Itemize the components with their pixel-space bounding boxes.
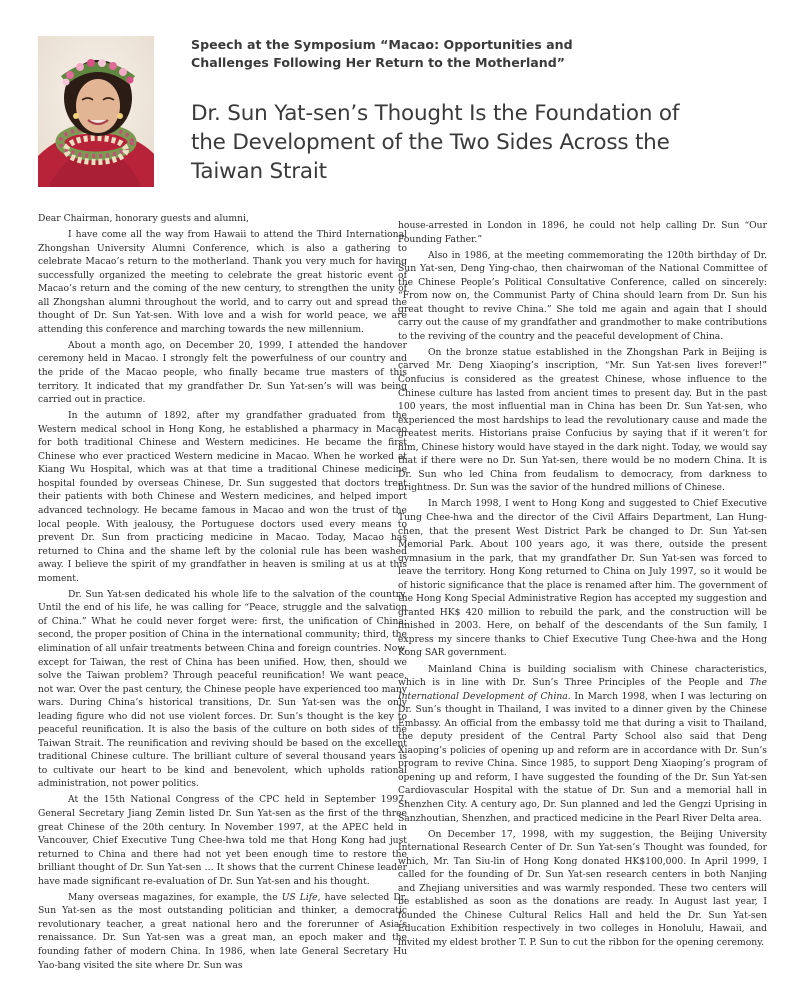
title-line-2: the Development of the Two Sides Across the (191, 130, 670, 155)
left-text-column (38, 212, 407, 975)
salutation: Dear Chairman, honorary guests and alumni, (38, 213, 249, 224)
paragraph (38, 891, 407, 972)
magazine-title: US Life (281, 891, 318, 903)
paragraph: About a month ago, on December 20, 1999, I attended the handover ceremony held in Macao. I strongly felt the powerfulness of our country and the pride of the Macao people, who finally became true masters of this territory. It indicated that my grandfather Dr. Sun Yat-sen’s will was being carried out in practice. (38, 339, 407, 406)
kicker-line-2: Challenges Following Her Return to the Motherland” (191, 54, 566, 70)
title-line-1: Dr. Sun Yat-sen’s Thought Is the Foundation of (191, 101, 680, 126)
right-text-column (398, 219, 767, 952)
portrait-illustration (38, 36, 154, 187)
text-run: , have selected Dr. Sun Yat-sen as the most outstanding politician and thinker, a democratic revolutionary teacher, a great national hero and the forerunner of Asia’s renaissance. Dr. Sun Yat-sen was a great man, an epoch maker and the founding father of modern China. In 1986, when late General Secretary Hu Yao-bang visited the site where Dr. Sun was (38, 891, 407, 971)
speech-occasion-heading (191, 36, 611, 71)
article-title (191, 99, 771, 186)
speaker-portrait (38, 36, 154, 187)
paragraph: Dr. Sun Yat-sen dedicated his whole life to the salvation of the country. Until the end of his life, he was calling for “Peace, struggle and the salvation of China.” What he could never forget were: first, the unification of China; second, the proper position of China in the international community; third, the elimination of all unfair treatments between China and foreign countries. Now, except for Taiwan, the rest of China has been unified. How, then, should we solve the Taiwan problem? Through peaceful reunification! We want peace, not war. Over the past century, the Chinese people have experienced too many wars. During China’s historical transitions, Dr. Sun Yat-sen was the only leading figure who did not use violent forces. Dr. Sun’s thought is the key to peaceful reunification. It is also the basis of the culture on both sides of the Taiwan Strait. The reunification and reviving should be based on the excellent traditional Chinese culture. The brilliant culture of several thousand years is to cultivate our heart to be kind and benevolent, which upholds rational administration, not power politics. (38, 588, 407, 790)
text-run: Mainland China is building socialism with Chinese characteristics, which is in line with Dr. Sun’s Three Principles of the People and (398, 663, 767, 689)
paragraph: At the 15th National Congress of the CPC held in September 1997, General Secretary Jiang Zemin listed Dr. Sun Yat-sen as the first of the three great Chinese of the 20th century. In November 1997, at the APEC held in Vancouver, Chief Executive Tung Chee-hwa told me that Hong Kong had just returned to China and there had not yet been enough time to restore the brilliant thought of Dr. Sun Yat-sen … It shows that the current Chinese leader have made significant re-evaluation of Dr. Sun Yat-sen and his thought. (38, 794, 407, 887)
text-run: . In March 1998, when I was lecturing on Dr. Sun’s thought in Thailand, I was invited to a dinner given by the Chinese Embassy. An official from the embassy told me that during a visit to Thailand, the deputy president of the Central Party School also said that Deng Xiaoping’s policies of opening up and reform are in accordance with Dr. Sun’s program to revive China. Since 1985, to support Deng Xiaoping’s program of opening up and reform, I have suggested the founding of the Dr. Sun Yat-sen Cardiovascular Hospital with the statue of Dr. Sun and a memorial hall in Shenzhen City. A century ago, Dr. Sun planned and led the Gengzi Uprising in Sanzhoutian, Shenzhen, and practiced medicine in the Pearl River Delta area. (398, 690, 767, 824)
paragraph: In the autumn of 1892, after my grandfather graduated from the Western medical school in Hong Kong, he established a pharmacy in Macao for both traditional Chinese and Western medicines. He became the first Chinese who ever practiced Western medicine in Macao. When he worked at Kiang Wu Hospital, which was at that time a traditional Chinese medicine hospital founded by overseas Chinese, Dr. Sun suggested that doctors treat their patients with both Chinese and Western medicines, and helped import advanced technology. He became famous in Macao and won the trust of the local people. With jealousy, the Portuguese doctors used every means to prevent Dr. Sun from practicing medicine in Macao. Today, Macao has returned to China and the shame left by the colonial rule has been washed away. I believe the spirit of my grandfather in heaven is smiling at us at this moment. (38, 410, 407, 584)
text-run: Many overseas magazines, for example, the (68, 891, 282, 903)
paragraph: On December 17, 1998, with my suggestion, the Beijing University International Research Center of Dr. Sun Yat-sen’s Thought was founded, for which, Mr. Tan Siu-lin of Hong Kong donated HK$100,000. In April 1999, I called for the founding of Dr. Sun Yat-sen research centers in both Nanjing and Zhejiang universities and was warmly responded. These two centers will be established as soon as the donations are ready. In August last year, I founded the Chinese Cultural Relics Hall and held the Dr. Sun Yat-sen Education Exhibition respectively in two colleges in Honolulu, Hawaii, and invited my eldest brother T. P. Sun to cut the ribbon for the opening ceremony. (398, 828, 767, 948)
title-line-3: Taiwan Strait (191, 159, 327, 184)
book-title: The International Development of China (398, 677, 767, 702)
paragraph-continuation: house-arrested in London in 1896, he could not help calling Dr. Sun “Our Founding Father.” (398, 220, 767, 245)
paragraph: I have come all the way from Hawaii to attend the Third International Zhongshan University Alumni Conference, which is also a gathering to celebrate Macao’s return to the motherland. Thank you very much for having successfully organized the meeting to celebrate the great historic event of Macao’s return and the coming of the new century, to strengthen the unity of all Zhongshan alumni throughout the world, and to carry out and spread the thought of Dr. Sun Yat-sen. With love and a wish for world peace, we are attending this conference and marching towards the new millennium. (38, 229, 407, 335)
paragraph: In March 1998, I went to Hong Kong and suggested to Chief Executive Tung Chee-hwa and the director of the Civil Affairs Department, Lan Hung-chen, that the present West District Park be changed to Dr. Sun Yat-sen Memorial Park. About 100 years ago, it was there, outside the present gymnasium in the park, that my grandfather Dr. Sun Yat-sen was forced to leave the territory. Hong Kong returned to China on July 1997, so it would be of historic significance that the place is renamed after him. The government of the Hong Kong Special Administrative Region has accepted my suggestion and granted HK$ 420 million to rebuild the park, and the construction will be finished in 2003. Here, on behalf of the descendants of the Sun family, I express my sincere thanks to Chief Executive Tung Chee-hwa and the Hong Kong SAR government. (398, 498, 767, 659)
paragraph (398, 663, 767, 826)
paragraph: Also in 1986, at the meeting commemorating the 120th birthday of Dr. Sun Yat-sen, Deng Ying-chao, then chairwoman of the National Committee of the Chinese People’s Political Consultative Conference, called on sincerely: “From now on, the Communist Party of China should learn from Dr. Sun his great thought to revive China.” She told me again and again that I should carry out the cause of my grandfather and grandmother to make contributions to the reviving of the country and the peaceful development of China. (398, 249, 767, 342)
kicker-line-1: Speech at the Symposium “Macao: Opportunities and (191, 37, 573, 52)
paragraph: On the bronze statue established in the Zhongshan Park in Beijing is carved Mr. Deng Xiaoping’s inscription, “Mr. Sun Yat-sen lives forever!” Confucius is considered as the greatest Chinese, whose influence to the Chinese culture has lasted from ancient times to present day. But in the past 100 years, the most influential man in China has been Dr. Sun Yat-sen, who experienced the most hardships to lead the revolutionary cause and made the greatest merits. Historians praise Confucius by saying that if it weren’t for him, Chinese history would have stayed in the dark night. Today, we would say that if there were no Dr. Sun Yat-sen, there would be no modern China. It is Dr. Sun who led China from feudalism to democracy, from darkness to brightness. Dr. Sun was the savior of the hundred millions of Chinese. (398, 346, 767, 494)
